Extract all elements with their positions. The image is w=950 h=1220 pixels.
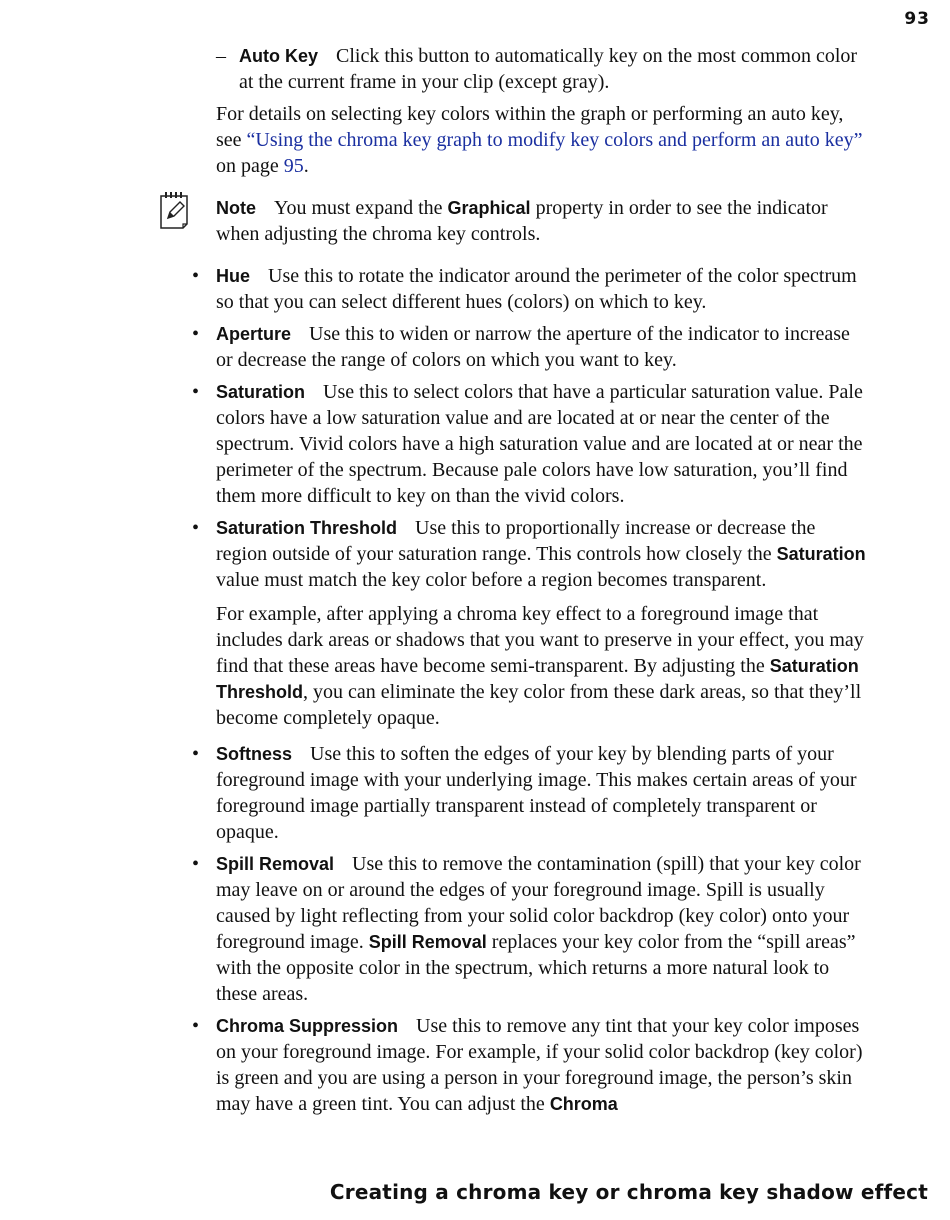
item-text-continued: value must match the key color before a region becomes transparent. xyxy=(216,569,767,591)
bullet-mark: • xyxy=(192,265,200,287)
auto-key-term: Auto Key xyxy=(239,46,319,66)
item-term: Hue xyxy=(216,266,251,286)
details-text-after: . xyxy=(303,155,309,177)
list-item-softness xyxy=(192,741,871,845)
bullet-mark: • xyxy=(192,1015,200,1037)
item-term: Chroma Suppression xyxy=(216,1016,399,1036)
list-item-spill-removal xyxy=(192,851,871,1007)
example-paragraph xyxy=(216,601,871,731)
details-text-middle: on page xyxy=(216,155,284,177)
item-text: Use this to remove the contamination (spill) that your key color may leave on or around the edges of your foreground image. Spill is usually caused by light reflecting from your solid color backdrop (key color) onto your foreground image. xyxy=(216,853,861,953)
bullet-mark: • xyxy=(192,323,200,345)
bullet-mark: • xyxy=(192,743,200,765)
item-text-continued: replaces your key color from the “spill areas” with the opposite color in the spectrum, which returns a more natural look to these areas. xyxy=(216,931,856,1005)
auto-key-item xyxy=(216,43,871,95)
spill-removal-inline-term: Spill Removal xyxy=(368,932,487,952)
note-text-after: property in order to see the indicator when adjusting the chroma key controls. xyxy=(216,197,828,245)
property-list xyxy=(192,263,871,1123)
list-item-hue xyxy=(192,263,871,315)
example-text-before: For example, after applying a chroma key effect to a foreground image that includes dark areas or shadows that you want to preserve in your effect, you may find that these areas have become semi-transparent. By adjusting the xyxy=(216,603,864,677)
running-footer: Creating a chroma key or chroma key shadow effect xyxy=(329,1180,928,1204)
list-item-chroma-suppression xyxy=(192,1013,871,1117)
note-text-before: You must expand the xyxy=(274,197,448,219)
saturation-inline-term: Saturation xyxy=(776,544,866,564)
page-number: 93 xyxy=(904,9,930,29)
item-text: Use this to rotate the indicator around the perimeter of the color spectrum so that you can select different hues (colors) on which to key. xyxy=(216,265,857,313)
item-text: Use this to remove any tint that your key color imposes on your foreground image. For example, if your solid color backdrop (key color) is green and you are using a person in your foreground image, the person’s skin may have a green tint. You can adjust the xyxy=(216,1015,863,1115)
dash-mark: – xyxy=(216,45,226,67)
item-term: Spill Removal xyxy=(216,854,335,874)
graphical-term: Graphical xyxy=(447,198,531,218)
example-text-after: , you can eliminate the key color from these dark areas, so that they’ll become completely opaque. xyxy=(216,681,862,729)
bullet-mark: • xyxy=(192,517,200,539)
item-term: Saturation Threshold xyxy=(216,518,398,538)
chroma-graph-link[interactable]: “Using the chroma key graph to modify key colors and perform an auto key” xyxy=(246,129,863,151)
list-item-saturation xyxy=(192,379,871,509)
saturation-threshold-inline-term: Saturation Threshold xyxy=(216,656,859,702)
page-95-link[interactable]: 95 xyxy=(283,155,304,177)
details-text-before: For details on selecting key colors within the graph or performing an auto key, see xyxy=(216,103,844,151)
item-text: Use this to select colors that have a particular saturation value. Pale colors have a low saturation value and are located at or near the center of the spectrum. Vivid colors have a high saturation value and are located at or near the perimeter of the spectrum. Because pale colors have low saturation, you’ll find them more difficult to key on than the vivid colors. xyxy=(216,381,863,507)
bullet-mark: • xyxy=(192,381,200,403)
note-paragraph xyxy=(216,195,871,247)
item-text: Use this to soften the edges of your key by blending parts of your foreground image with your underlying image. This makes certain areas of your foreground image partially transparent instead of completely transparent or opaque. xyxy=(216,743,857,843)
auto-key-text: Click this button to automatically key on the most common color at the current frame in your clip (except gray). xyxy=(239,45,858,93)
item-term: Aperture xyxy=(216,324,292,344)
item-term: Saturation xyxy=(216,382,306,402)
item-term: Softness xyxy=(216,744,293,764)
item-text: Use this to proportionally increase or decrease the region outside of your saturation range. This controls how closely the xyxy=(216,517,816,565)
list-item-aperture xyxy=(192,321,871,373)
details-paragraph xyxy=(216,101,871,179)
note-label: Note xyxy=(216,198,256,218)
bullet-mark: • xyxy=(192,853,200,875)
note-pencil-icon xyxy=(158,190,192,230)
item-text: Use this to widen or narrow the aperture of the indicator to increase or decrease the range of colors on which you want to key. xyxy=(216,323,850,371)
chroma-inline-term: Chroma xyxy=(549,1094,618,1114)
list-item-saturation-threshold xyxy=(192,515,871,731)
